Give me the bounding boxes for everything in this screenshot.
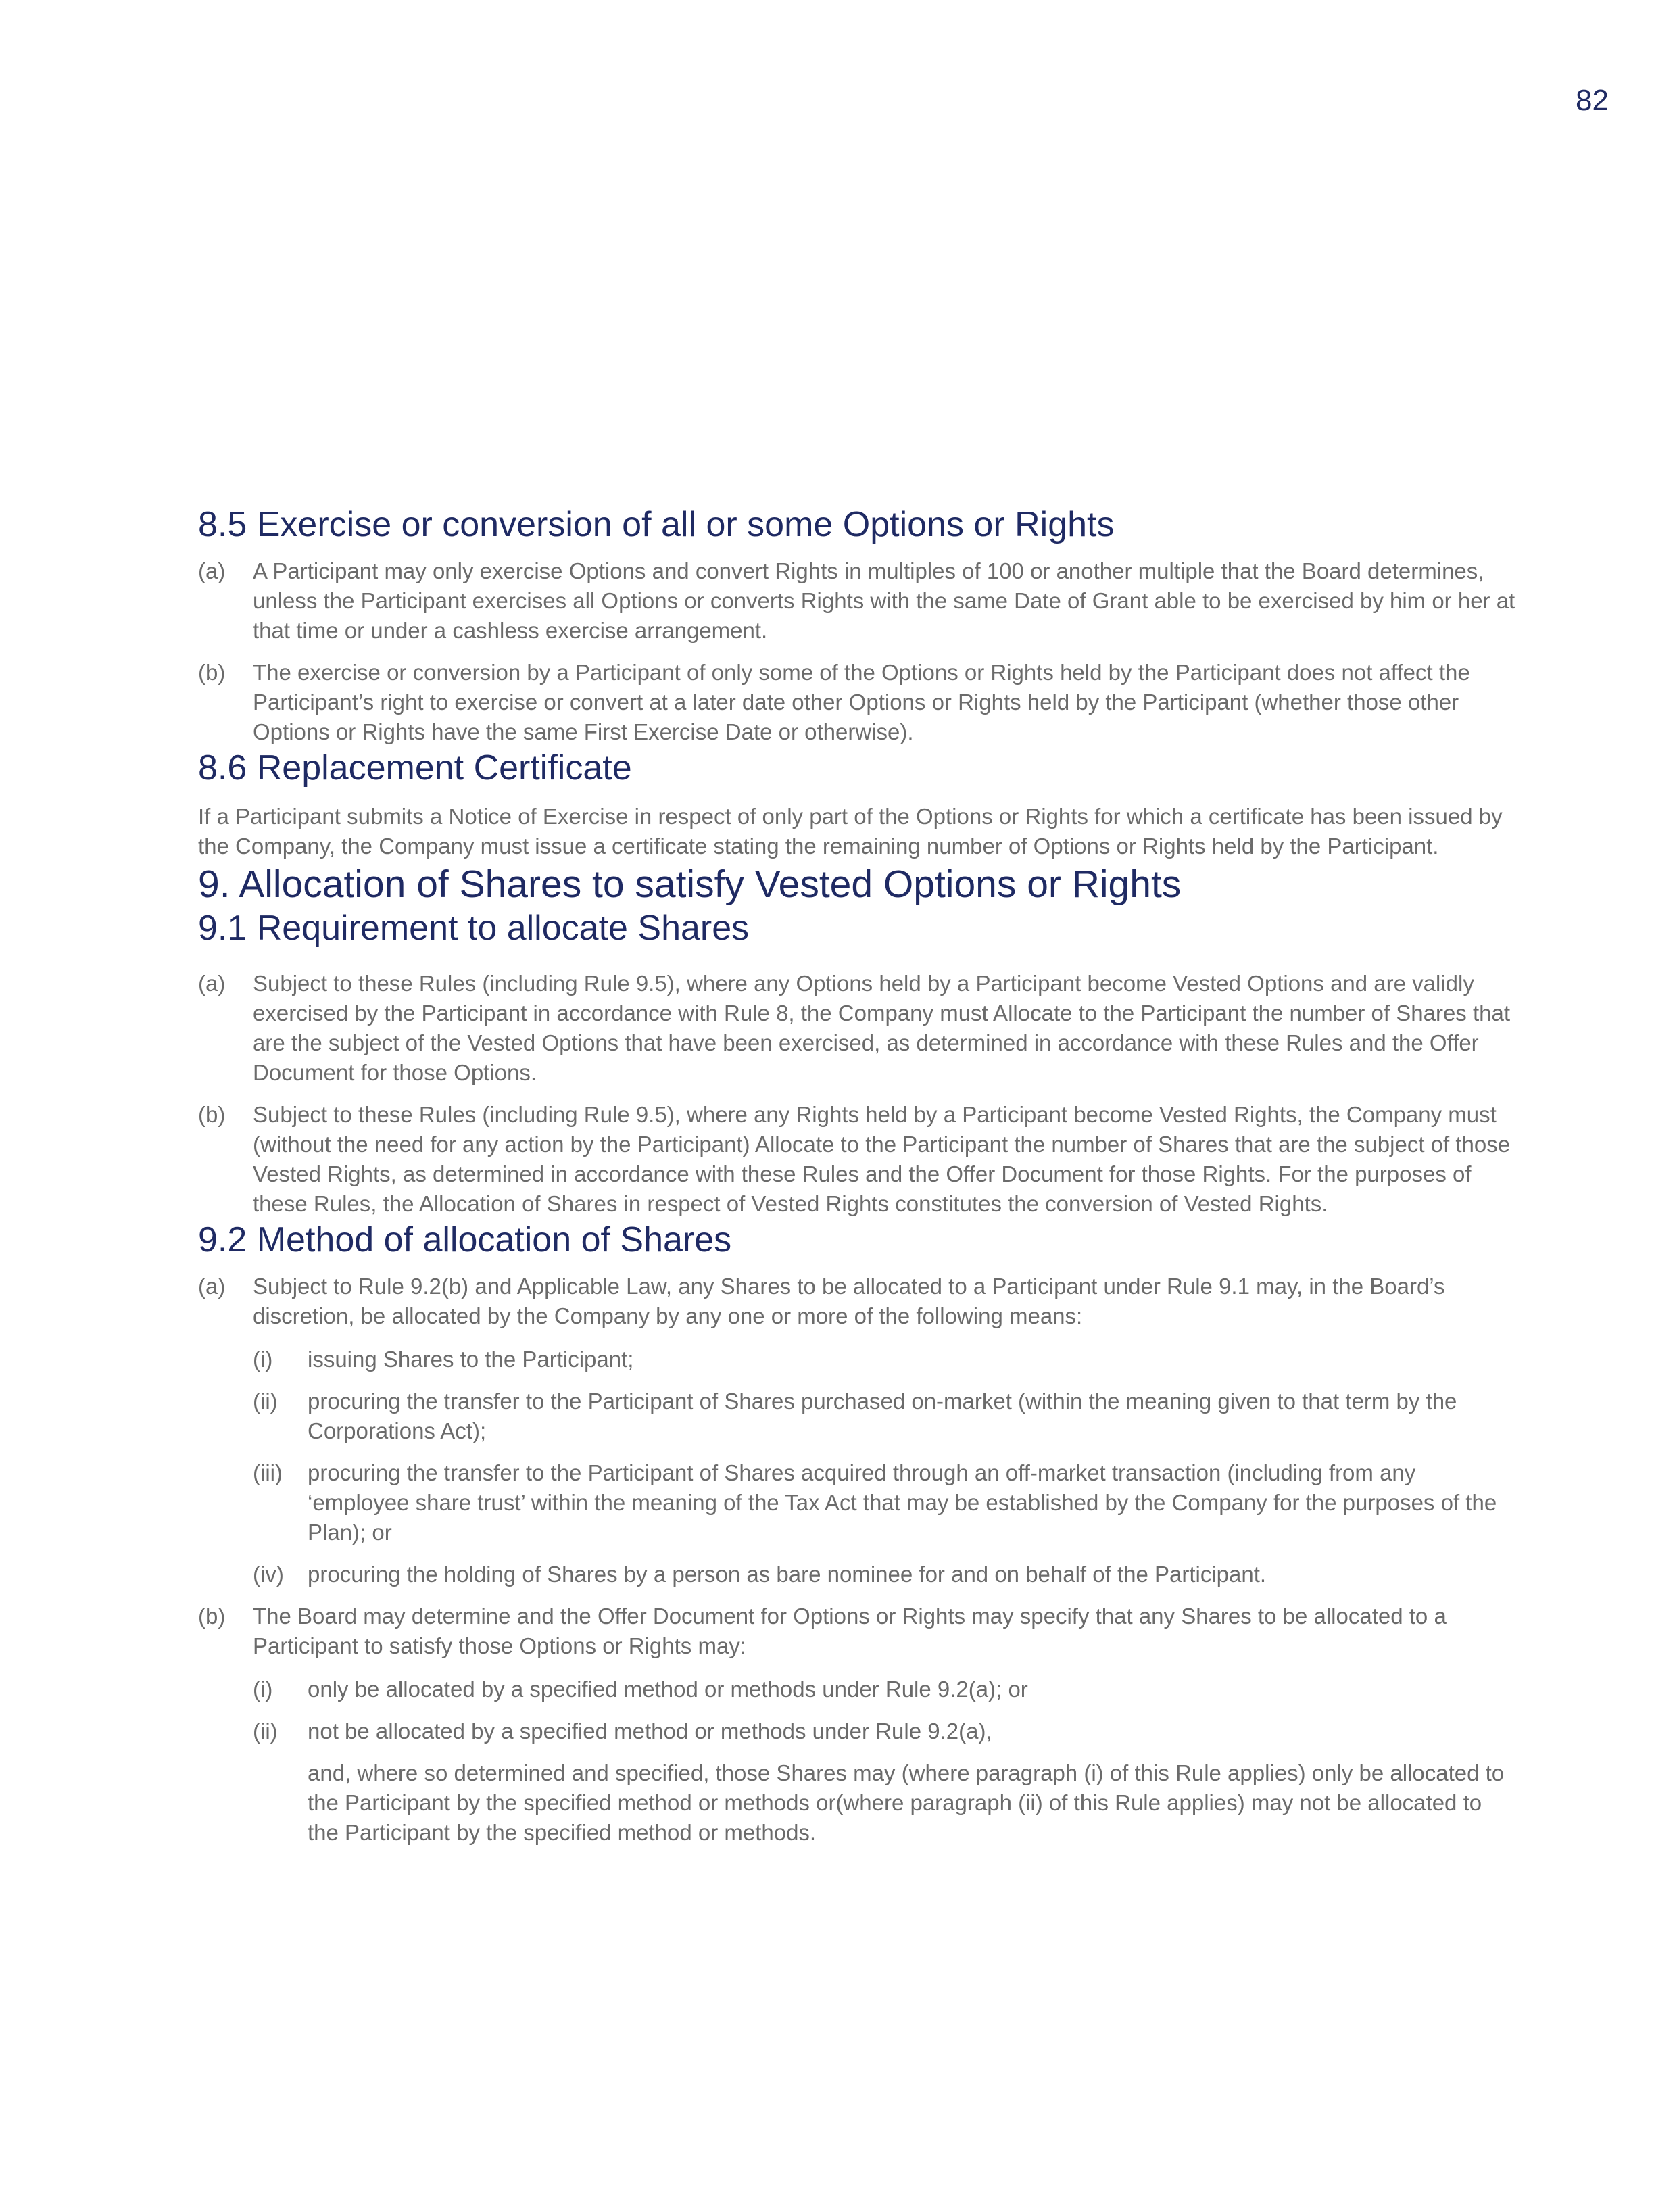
list-9-2 — [198, 1272, 1516, 1848]
clause-9-1-b — [198, 1100, 1516, 1219]
clause-label: (b) — [198, 1603, 226, 1629]
subclause-ii — [253, 1387, 1516, 1446]
subclause-text: procuring the transfer to the Participant of Shares purchased on-market (within the meaning given to that term by the Corporations Act); — [308, 1388, 1457, 1443]
clause-8-5-a — [198, 556, 1516, 646]
clause-label: (a) — [198, 970, 226, 996]
clause-text: The exercise or conversion by a Participant of only some of the Options or Rights held by the Participant does not affect the Participant’s right to exercise or convert at a later date other Options or Rights held by the Participant (whether those other Options or Rights have the same First Exercise Date or otherwise). — [253, 660, 1470, 745]
clause-label: (b) — [198, 1101, 226, 1127]
paragraph-8-6: If a Participant submits a Notice of Exercise in respect of only part of the Options or Rights for which a certificate has been issued by the Company, the Company must issue a certificate stating the remaining number of Options or Rights held by the Participant. — [198, 803, 1503, 859]
subclause-label: (iii) — [253, 1460, 283, 1485]
subclause-i — [253, 1345, 1516, 1374]
subclause-label: (i) — [253, 1676, 273, 1702]
clause-9-1-a — [198, 969, 1516, 1088]
subclause-iii — [253, 1458, 1516, 1547]
clause-text: A Participant may only exercise Options and convert Rights in multiples of 100 or another multiple that the Board determines, unless the Participant exercises all Options or converts Rights with the same Date of Grant able to be exercised by him or her at that time or under a cashless exercise arrangement. — [253, 558, 1515, 644]
clause-body — [253, 1602, 1516, 1848]
clause-text: Subject to Rule 9.2(b) and Applicable Law, any Shares to be allocated to a Participant under Rule 9.1 may, in the Board’s discretion, be allocated by the Company by any one or more of the following means: — [253, 1273, 1445, 1328]
list-8-5 — [198, 556, 1516, 747]
clause-label: (b) — [198, 660, 226, 686]
clause-text: The Board may determine and the Offer Document for Options or Rights may specify that any Shares to be allocated to a Participant to satisfy those Options or Rights may: — [253, 1603, 1447, 1658]
sublist-9-2-a — [253, 1345, 1516, 1589]
clause-label: (a) — [198, 1273, 226, 1299]
continuation-text: and, where so determined and specified, those Shares may (where paragraph (i) of this Rule applies) only be allocated to the Participant by the specified method or methods or(where paragraph (ii) of this Rule applies) may not be allocated to the Participant by the specified method or methods. — [308, 1760, 1505, 1845]
heading-9-1: 9.1 Requirement to allocate Shares — [198, 909, 750, 948]
clause-text: Subject to these Rules (including Rule 9.5), where any Rights held by a Participant become Vested Rights, the Company must (without the need for any action by the Participant) Allocate to the Participant the number of Shares that are the subject of those Vested Rights, as determined in accordance with these Rules and the Offer Document for those Rights. For the purposes of these Rules, the Allocation of Shares in respect of Vested Rights constitutes the conversion of Vested Rights. — [253, 1101, 1511, 1216]
continuation-paragraph — [253, 1758, 1516, 1848]
page-number: 82 — [1576, 84, 1609, 117]
subclause-iv — [253, 1560, 1516, 1589]
subclause-label: (ii) — [253, 1388, 278, 1414]
clause-body — [253, 1272, 1516, 1589]
subclause-text: only be allocated by a specified method or methods under Rule 9.2(a); or — [308, 1676, 1028, 1702]
subclause-ii — [253, 1716, 1516, 1746]
clause-8-5-b — [198, 658, 1516, 747]
sublist-9-2-b — [253, 1675, 1516, 1848]
subclause-text: procuring the holding of Shares by a person as bare nominee for and on behalf of the Participant. — [308, 1561, 1267, 1587]
heading-8-5: 8.5 Exercise or conversion of all or some Options or Rights — [198, 505, 1115, 544]
subclause-text: issuing Shares to the Participant; — [308, 1346, 634, 1372]
subclause-label: (iv) — [253, 1561, 284, 1587]
subclause-label: (ii) — [253, 1718, 278, 1744]
subclause-text: not be allocated by a specified method or methods under Rule 9.2(a), — [308, 1718, 992, 1744]
list-9-1 — [198, 969, 1516, 1219]
clause-9-2-b — [198, 1602, 1516, 1848]
clause-label: (a) — [198, 558, 226, 584]
subclause-i — [253, 1675, 1516, 1704]
clause-9-2-a — [198, 1272, 1516, 1589]
page-content — [198, 504, 1516, 1848]
heading-9: 9. Allocation of Shares to satisfy Vested Options or Rights — [198, 862, 1182, 906]
subclause-text: procuring the transfer to the Participant of Shares acquired through an off-market transaction (including from any ‘employee share trust’ within the meaning of the Tax Act that may be established by the Company for the purposes of the Plan); or — [308, 1460, 1497, 1545]
heading-9-2: 9.2 Method of allocation of Shares — [198, 1220, 732, 1259]
subclause-label: (i) — [253, 1346, 273, 1372]
heading-8-6: 8.6 Replacement Certificate — [198, 748, 632, 788]
clause-text: Subject to these Rules (including Rule 9.5), where any Options held by a Participant become Vested Options and are validly exercised by the Participant in accordance with Rule 8, the Company must Allocate to the Participant the number of Shares that are the subject of the Vested Options that have been exercised, as determined in accordance with these Rules and the Offer Document for those Options. — [253, 970, 1511, 1085]
